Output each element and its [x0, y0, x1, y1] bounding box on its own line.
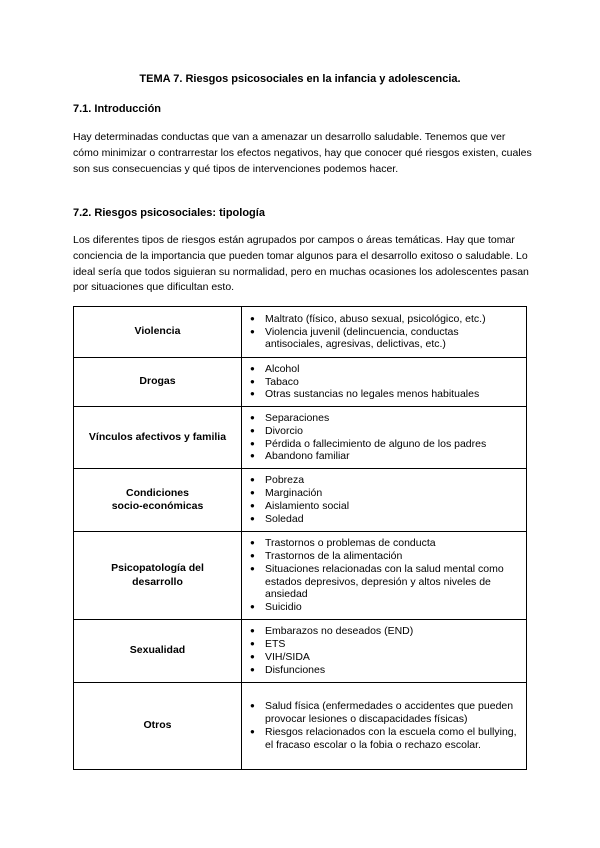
- list-item: ● Disfunciones: [248, 664, 518, 677]
- list-item: ● Marginación: [248, 487, 518, 500]
- section-heading-tipologia: 7.2. Riesgos psicosociales: tipología: [73, 207, 265, 219]
- category-cell: [74, 407, 242, 469]
- table-row: [74, 620, 527, 683]
- category-label: Sexualidad: [129, 644, 186, 657]
- table-row: [74, 307, 527, 358]
- list-item: ● Pérdida o fallecimiento de alguno de los padres: [248, 438, 518, 451]
- list-item: ● Tabaco: [248, 376, 518, 389]
- category-cell: [74, 620, 242, 683]
- category-label: Violencia: [134, 325, 181, 338]
- list-item: ● Situaciones relacionadas con la salud mental como estados depresivos, depresión y altos niveles de ansiedad: [248, 563, 518, 601]
- category-label: Drogas: [139, 375, 176, 388]
- items-cell: [242, 358, 527, 407]
- category-label: Condiciones socio-económicas: [111, 486, 204, 512]
- items-cell: [242, 307, 527, 358]
- list-item: ● Alcohol: [248, 363, 518, 376]
- category-cell: [74, 307, 242, 358]
- list-item: ● Abandono familiar: [248, 450, 518, 463]
- page-title: TEMA 7. Riesgos psicosociales en la infancia y adolescencia.: [139, 73, 461, 85]
- category-label: Otros: [143, 719, 172, 732]
- list-item: ● Pobreza: [248, 474, 518, 487]
- intro-paragraph: Hay determinadas conductas que van a amenazar un desarrollo saludable. Tenemos que ver cómo minimizar o contrarrestar los efectos negativos, hay que conocer qué riesgos existen, cuales son sus consecuencias y qué tipos de intervenciones podemos hacer.: [73, 131, 532, 175]
- list-item: ● Otras sustancias no legales menos habituales: [248, 388, 518, 401]
- list-item: ● VIH/SIDA: [248, 651, 518, 664]
- category-cell: [74, 358, 242, 407]
- list-item: ● Trastornos o problemas de conducta: [248, 537, 518, 550]
- table-row: [74, 407, 527, 469]
- list-item: ● Riesgos relacionados con la escuela como el bullying, el fracaso escolar o la fobia o rechazo escolar.: [248, 726, 518, 752]
- items-cell: [242, 532, 527, 620]
- list-item: ● Embarazos no deseados (END): [248, 625, 518, 638]
- list-item: ● ETS: [248, 638, 518, 651]
- list-item: ● Suicidio: [248, 601, 518, 614]
- category-cell: [74, 532, 242, 620]
- table-row: [74, 683, 527, 770]
- section-heading-introduccion: 7.1. Introducción: [73, 103, 162, 115]
- list-item: ● Salud física (enfermedades o accidentes que pueden provocar lesiones o discapacidades físicas): [248, 700, 518, 726]
- list-item: ● Maltrato (físico, abuso sexual, psicológico, etc.): [248, 313, 518, 326]
- category-label: Psicopatología del desarrollo: [111, 562, 204, 588]
- table-row: [74, 532, 527, 620]
- list-item: ● Aislamiento social: [248, 500, 518, 513]
- list-item: ● Separaciones: [248, 412, 518, 425]
- table-row: [74, 358, 527, 407]
- items-cell: [242, 620, 527, 683]
- category-label: Vínculos afectivos y familia: [88, 430, 227, 443]
- items-cell: [242, 469, 527, 532]
- list-item: ● Divorcio: [248, 425, 518, 438]
- list-item: ● Soledad: [248, 513, 518, 526]
- category-cell: [74, 469, 242, 532]
- tipologia-paragraph: Los diferentes tipos de riesgos están agrupados por campos o áreas temáticas. Hay que tomar conciencia de la importancia que pueden tomar algunos para el desarrollo exitoso o saludable. Lo ideal sería que todos siguieran su normalidad, pero en muchas ocasiones los adolescentes pasan por situaciones que dificultan esto.: [73, 234, 529, 294]
- list-item: ● Violencia juvenil (delincuencia, conductas antisociales, agresivas, delictivas, etc.): [248, 326, 518, 352]
- table-row: [74, 469, 527, 532]
- risks-table: [73, 306, 527, 770]
- list-item: ● Trastornos de la alimentación: [248, 550, 518, 563]
- items-cell: [242, 683, 527, 770]
- category-cell: [74, 683, 242, 770]
- items-cell: [242, 407, 527, 469]
